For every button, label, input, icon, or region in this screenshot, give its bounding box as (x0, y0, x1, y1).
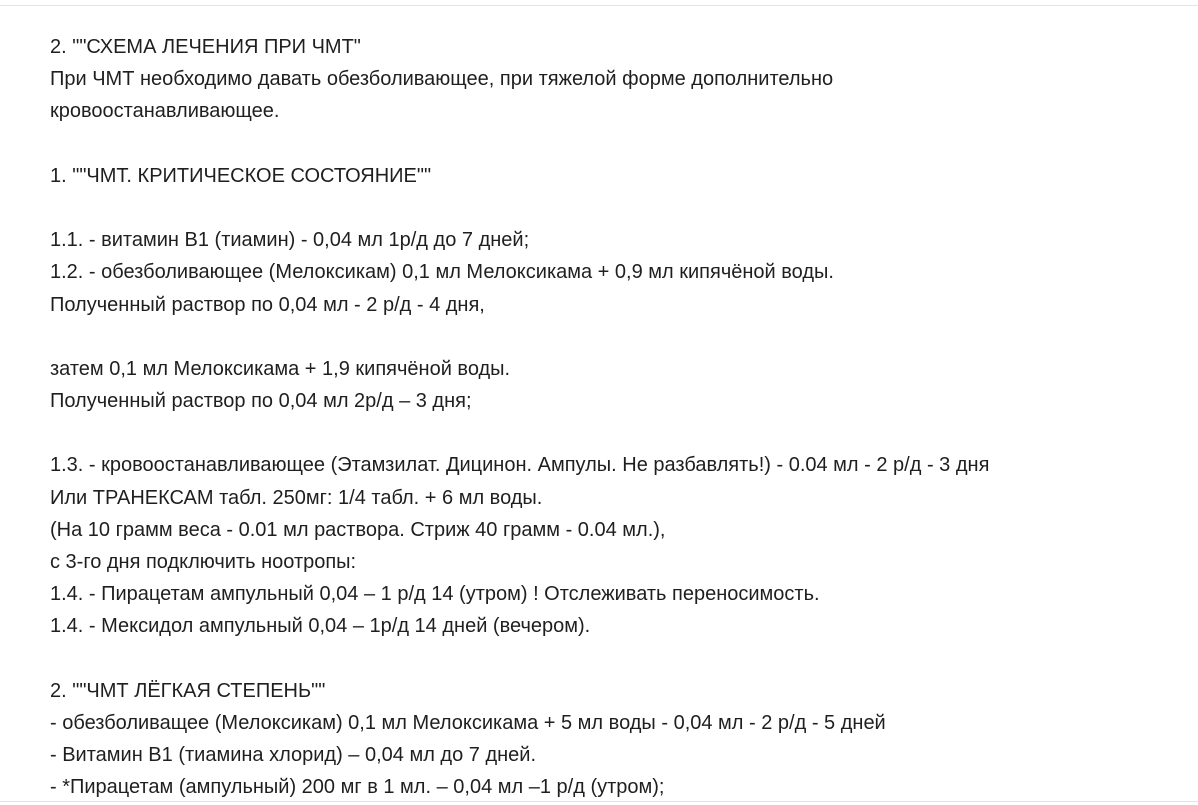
text-line: 1.2. - обезболивающее (Мелоксикам) 0,1 мл Мелоксикама + 0,9 мл кипячёной воды. (50, 261, 834, 284)
text-line: - обезболиващее (Мелоксикам) 0,1 мл Мелоксикама + 5 мл воды - 0,04 мл - 2 р/д - 5 дней (50, 711, 886, 734)
text-line: (На 10 грамм веса - 0.01 мл раствора. Стриж 40 грамм - 0.04 мл.), (50, 518, 666, 541)
blank-line (50, 192, 1180, 224)
blank-line (50, 321, 1180, 353)
post-text (50, 31, 1180, 804)
subsection-title: 1. ""ЧМТ. КРИТИЧЕСКОЕ СОСТОЯНИЕ"" (50, 164, 432, 187)
text-line: затем 0,1 мл Мелоксикама + 1,9 кипячёной воды. (50, 357, 511, 380)
bottom-divider (0, 801, 1198, 802)
section-title: 2. ""СХЕМА ЛЕЧЕНИЯ ПРИ ЧМТ" (50, 36, 361, 58)
blank-line (50, 128, 1180, 160)
subsection-title: 2. ""ЧМТ ЛЁГКАЯ СТЕПЕНЬ"" (50, 679, 326, 702)
text-line: Полученный раствор по 0,04 мл - 2 р/д - 4 дня, (50, 293, 485, 316)
blank-line (50, 643, 1180, 675)
text-line: - *Пирацетам (ампульный) 200 мг в 1 мл. – 0,04 мл –1 р/д (утром); (50, 776, 665, 799)
top-divider (0, 5, 1198, 6)
text-line: - Витамин В1 (тиамина хлорид) – 0,04 мл до 7 дней. (50, 744, 537, 767)
text-line: 1.4. - Пирацетам ампульный 0,04 – 1 р/д 14 (утром) ! Отслеживать переносимость. (50, 583, 820, 606)
text-line: Или ТРАНЕКСАМ табл. 250мг: 1/4 табл. + 6 мл воды. (50, 486, 543, 509)
text-line: кровоостанавливающее. (50, 100, 280, 123)
text-line: 1.3. - кровоостанавливающее (Этамзилат. Дицинон. Ампулы. Не разбавлять!) - 0.04 мл - 2 р/д - 3 дня (50, 454, 990, 477)
text-line: Полученный раствор по 0,04 мл 2р/д – 3 дня; (50, 390, 472, 413)
text-line: 1.1. - витамин В1 (тиамин) - 0,04 мл 1р/д до 7 дней; (50, 229, 530, 252)
blank-line (50, 417, 1180, 449)
text-line: 1.4. - Мексидол ампульный 0,04 – 1р/д 14 дней (вечером). (50, 615, 591, 638)
text-line: При ЧМТ необходимо давать обезболивающее, при тяжелой форме дополнительно (50, 68, 834, 91)
text-line: с 3-го дня подключить ноотропы: (50, 551, 357, 573)
